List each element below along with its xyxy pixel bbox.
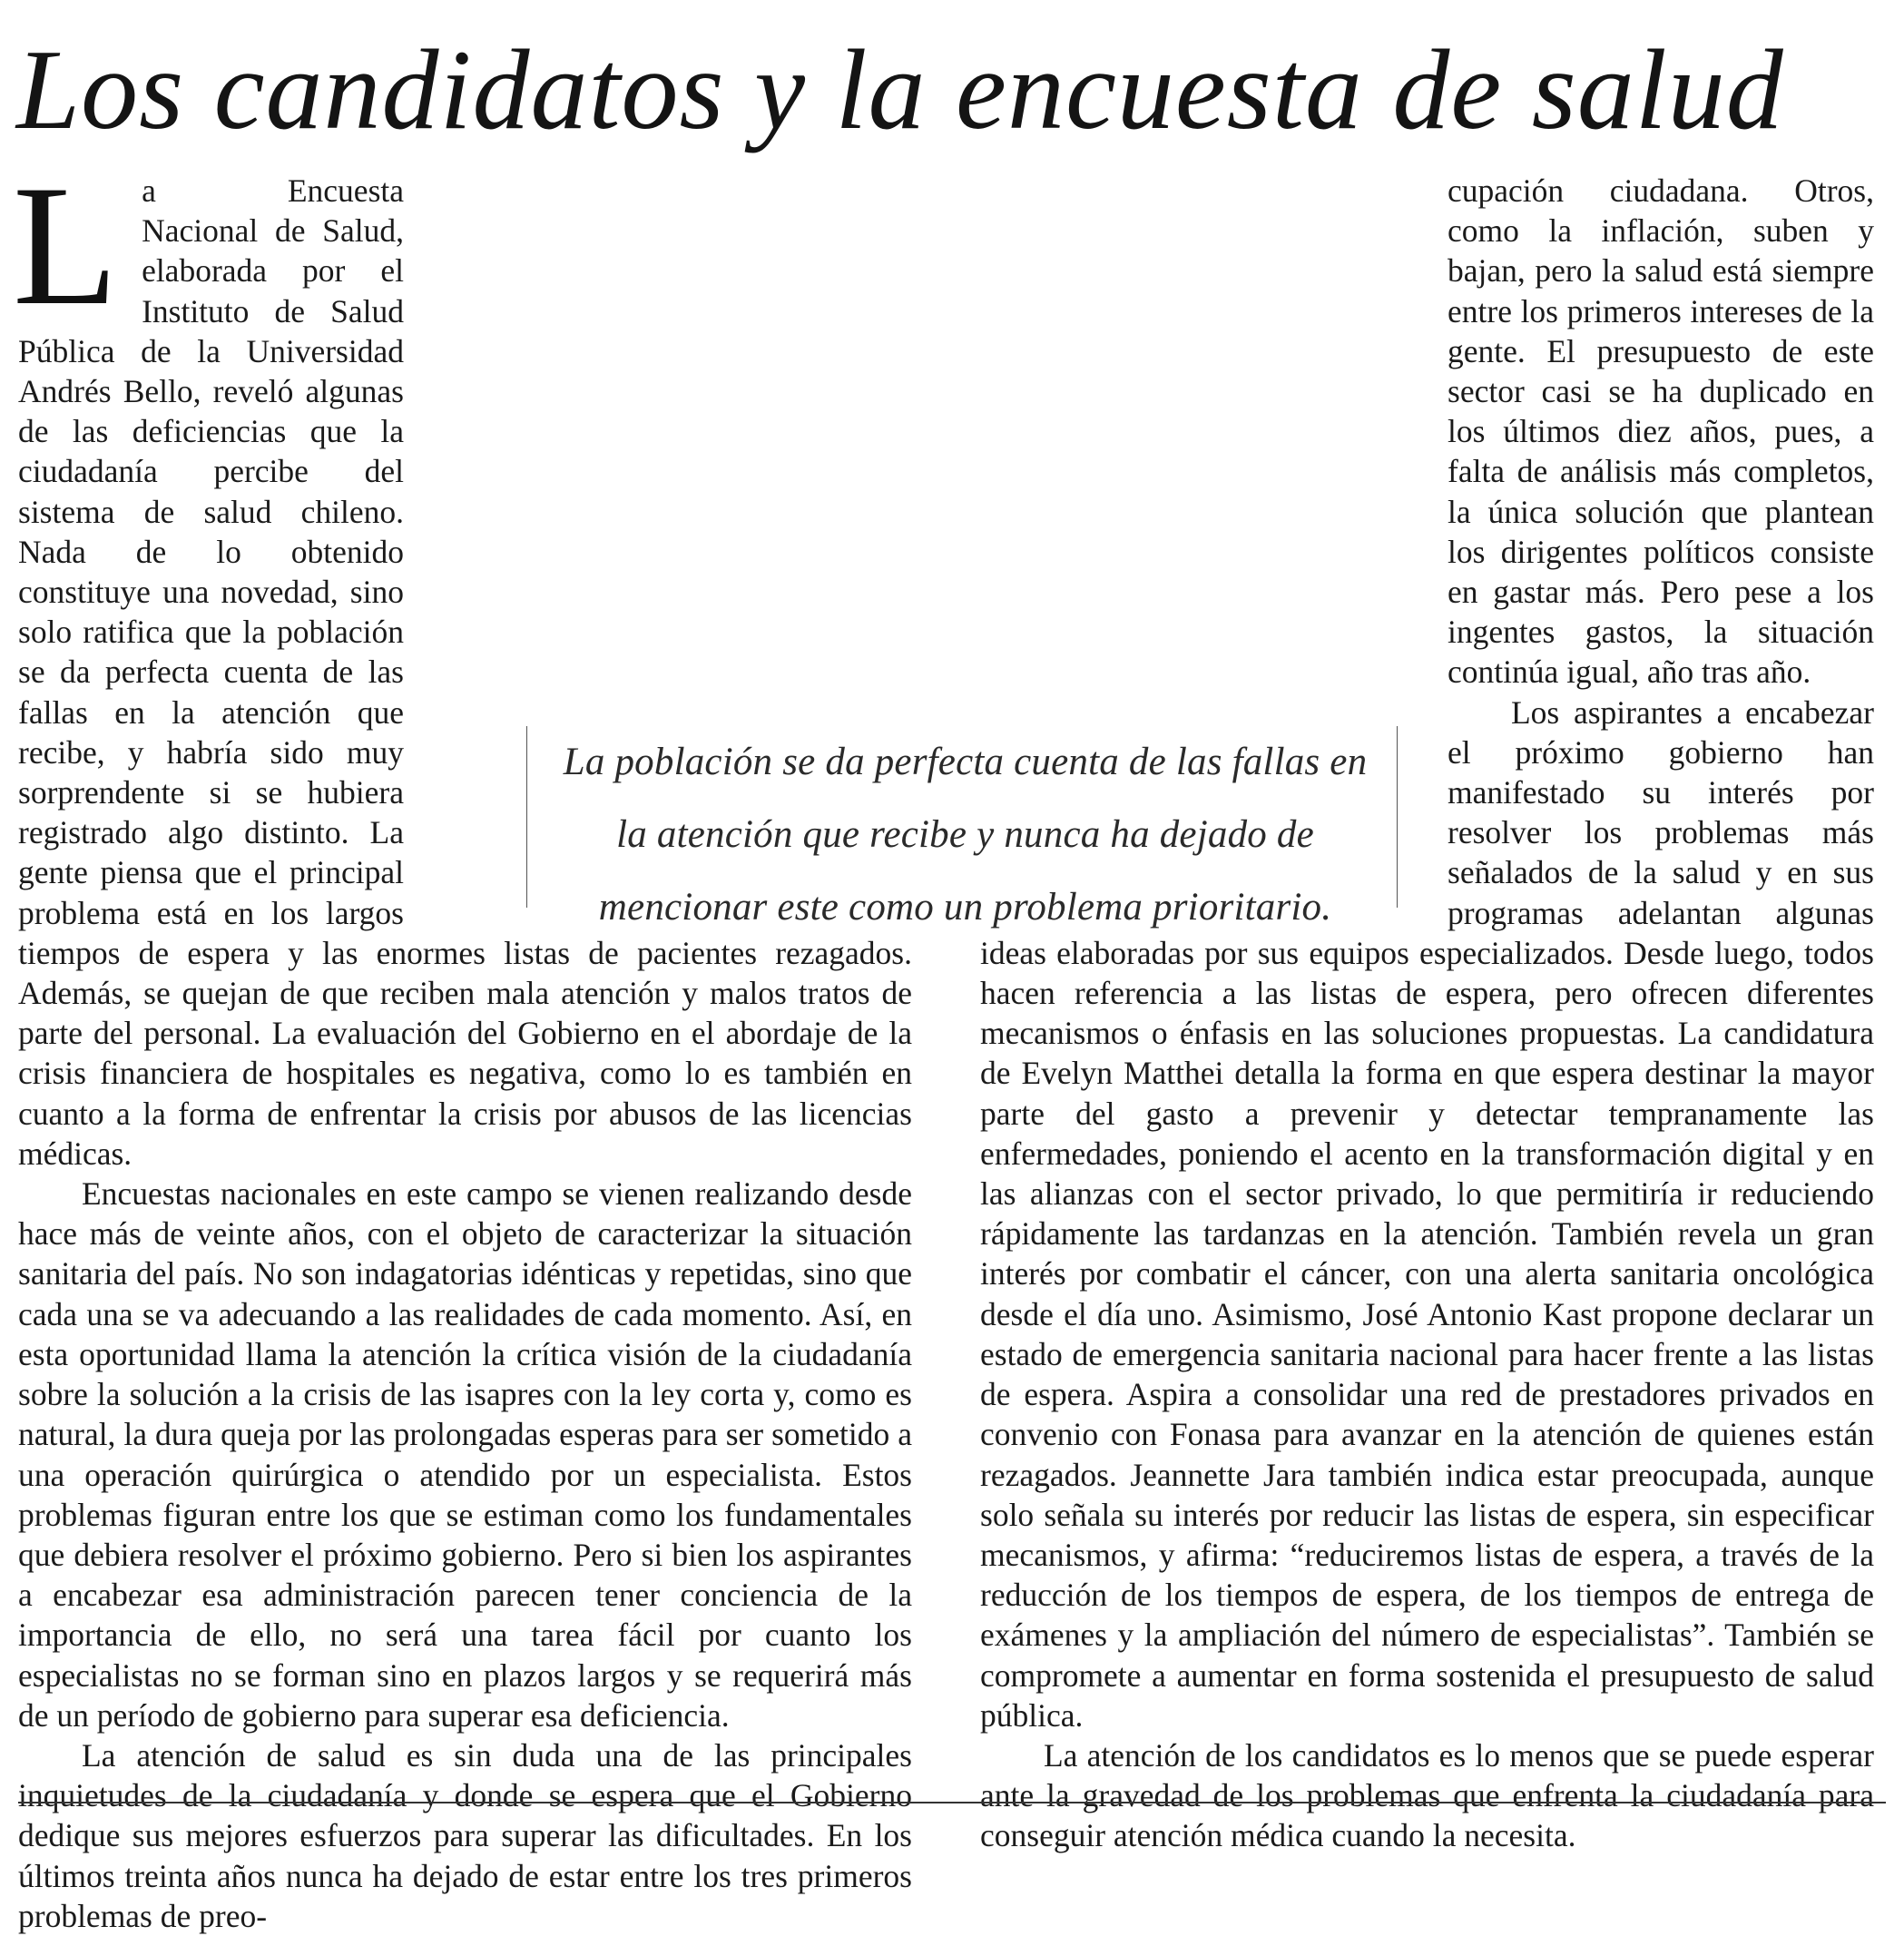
paragraph: Encuestas nacionales en este campo se vienen realizando desde hace más de veinte años, con el objeto de caracterizar la situación sanitaria del país. No son indagatorias idénticas y repetidas, sino que cada una se va adecuando a las realidades de cada momento. Así, en esta oportunidad llama la atención la crítica visión de la ciudadanía sobre la solución a la crisis de las isapres con la ley corta y, como es natural, la dura queja por las prolongadas esperas para ser sometido a una operación quirúrgica o atendido por un especialista. Estos problemas figuran entre los que se estiman como los fundamentales que debiera resolver el próximo gobierno. Pero si bien los aspirantes a encabezar esa administración parecen tener conciencia de la importancia de ello, no será una tarea fácil por cuanto los especialistas no se forman sino en plazos largos y se requerirá más de un período de gobierno para superar esa deficiencia.	[18, 1175, 912, 1734]
pull-quote-text: La población se da perfecta cuenta de las fallas en la atención que recibe y nunca ha dejado de mencionar este como un problema prioritario.	[563, 741, 1368, 929]
article-body	[13, 151, 1874, 1934]
paragraph: La atención de salud es sin duda una de las principales inquietudes de la ciudadanía y donde se espera que el Gobierno dedique sus mejores esfuerzos para superar las dificultades. En los últimos treinta años nunca ha dejado de estar entre los tres primeros problemas de preo-	[18, 1736, 912, 1934]
bottom-divider	[18, 1802, 1886, 1803]
pull-quote	[526, 726, 1398, 929]
paragraph: Los aspirantes a encabezar el próximo gobierno han manifestado su interés por resolver los problemas más señalados de la salud y en sus programas adelantan algunas ideas elaboradas por sus equipos especializados. Desde luego, todos hacen referencia a las listas de espera, pero ofrecen diferentes mecanismos o énfasis en las soluciones propuestas. La candidatura de Evelyn Matthei detalla la forma en que espera destinar la mayor parte del gasto a prevenir y detectar tempranamente las enfermedades, poniendo el acento en la transformación digital y en las alianzas con el sector privado, lo que permitiría ir reduciendo rápidamente las tardanzas en la atención. También revela un gran interés por combatir el cáncer, con una alerta sanitaria oncológica desde el día uno. Asimismo, José Antonio Kast propone declarar un estado de emergencia sanitaria nacional para hacer frente a las listas de espera. Aspira a consolidar una red de prestadores privados en convenio con Fonasa para avanzar en la atención de quienes están rezagados. Jeannette Jara también indica estar preocupada, aunque solo señala su interés por reducir las listas de espera, sin especificar mecanismos, y afirma: “reduciremos listas de espera, a través de la reducción de los tiempos de espera, de los tiempos de entrega de exámenes y la ampliación del número de especialistas”. También se compromete a aumentar en forma sostenida el presupuesto de salud pública.	[980, 693, 1874, 1734]
right-column	[980, 171, 1874, 1854]
headline: Los candidatos y la encuesta de salud	[16, 27, 1784, 153]
pull-quote-rule	[1397, 726, 1398, 908]
paragraph: La atención de los candidatos es lo menos que se puede esperar ante la gravedad de los problemas que enfrenta la ciudadanía para conseguir atención médica cuando la necesita.	[980, 1736, 1874, 1854]
drop-cap: L	[13, 151, 119, 341]
paragraph: a Encuesta Nacional de Salud, elaborada por el Instituto de Salud Pública de la Universidad Andrés Bello, reveló algunas de las deficiencias que la ciudadanía percibe del sistema de salud chileno. Nada de lo obtenido constituye una novedad, sino solo ratifica que la población se da perfecta cuenta de las fallas en la atención que recibe, y habría sido muy sorprendente si se hubiera registrado algo distinto. La gente piensa que el principal problema está en los largos tiempos de espera y las enormes listas de pacientes rezagados. Además, se quejan de que reciben mala atención y malos tratos de parte del personal. La evaluación del Gobierno en el abordaje de la crisis financiera de hospitales es negativa, como lo es también en cuanto a la forma de enfrentar la crisis por abusos de las licencias médicas.	[18, 172, 912, 1172]
left-column	[13, 151, 912, 1934]
paragraph: cupación ciudadana. Otros, como la inflación, suben y bajan, pero la salud está siempre entre los primeros intereses de la gente. El presupuesto de este sector casi se ha duplicado en los últimos diez años, pues, a falta de análisis más completos, la única solución que plantean los dirigentes políticos consiste en gastar más. Pero pese a los ingentes gastos, la situación continúa igual, año tras año.	[1448, 172, 1874, 691]
